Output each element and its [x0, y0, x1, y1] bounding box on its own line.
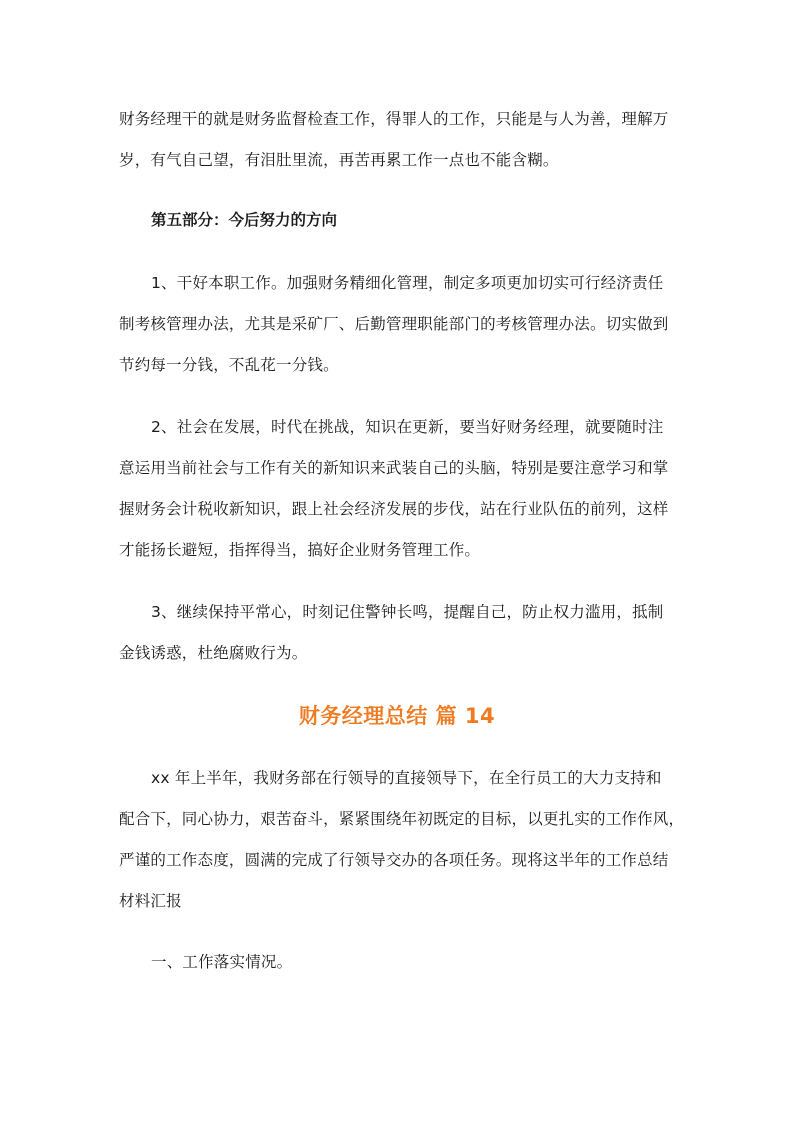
section-title: 财务经理总结 篇 14 [298, 704, 496, 728]
text-line: xx 年上半年，我财务部在行领导的直接领导下，在全行员工的大力支持和 [151, 769, 662, 787]
text-line: 2、社会在发展，时代在挑战，知识在更新，要当好财务经理，就要随时注 [151, 418, 664, 436]
text-line: 岁，有气自己望，有泪肚里流，再苦再累工作一点也不能含糊。 [119, 151, 559, 169]
text-line: 1、干好本职工作。加强财务精细化管理，制定多项更加切实可行经济责任 [151, 274, 664, 292]
text-line: 3、继续保持平常心，时刻记住警钟长鸣，提醒自己，防止权力滥用，抵制 [151, 603, 664, 621]
text-line: 严谨的工作态度，圆满的完成了行领导交办的各项任务。现将这半年的工作总结 [119, 851, 669, 869]
text-line: 配合下，同心协力，艰苦奋斗，紧紧围绕年初既定的目标，以更扎实的工作作风， [119, 810, 685, 828]
paragraph-supervision [119, 99, 679, 181]
text-line: 握财务会计税收新知识，跟上社会经济发展的步伐，站在行业队伍的前列，这样 [119, 500, 669, 518]
intro-paragraph [119, 758, 685, 922]
part5-heading: 第五部分：今后努力的方向 [151, 211, 338, 229]
text-line: 财务经理干的就是财务监督检查工作，得罪人的工作，只能是与人为善，理解万 [119, 110, 669, 128]
text-line: 金钱诱惑，杜绝腐败行为。 [119, 644, 308, 662]
text-line: 才能扬长避短，指挥得当，搞好企业财务管理工作。 [119, 541, 481, 559]
text-line: 节约每一分钱，不乱花一分钱。 [119, 356, 339, 374]
item-1-paragraph [119, 263, 679, 386]
item-3-paragraph [119, 592, 679, 674]
text-line: 意运用当前社会与工作有关的新知识来武装自己的头脑，特别是要注意学习和掌 [119, 459, 669, 477]
text-line: 制考核管理办法，尤其是采矿厂、后勤管理职能部门的考核管理办法。切实做到 [119, 315, 669, 333]
item-2-paragraph [119, 407, 679, 571]
text-line: 材料汇报 [119, 892, 182, 910]
text-line: 一、工作落实情况。 [151, 953, 293, 971]
subheading-work-status [119, 942, 679, 983]
